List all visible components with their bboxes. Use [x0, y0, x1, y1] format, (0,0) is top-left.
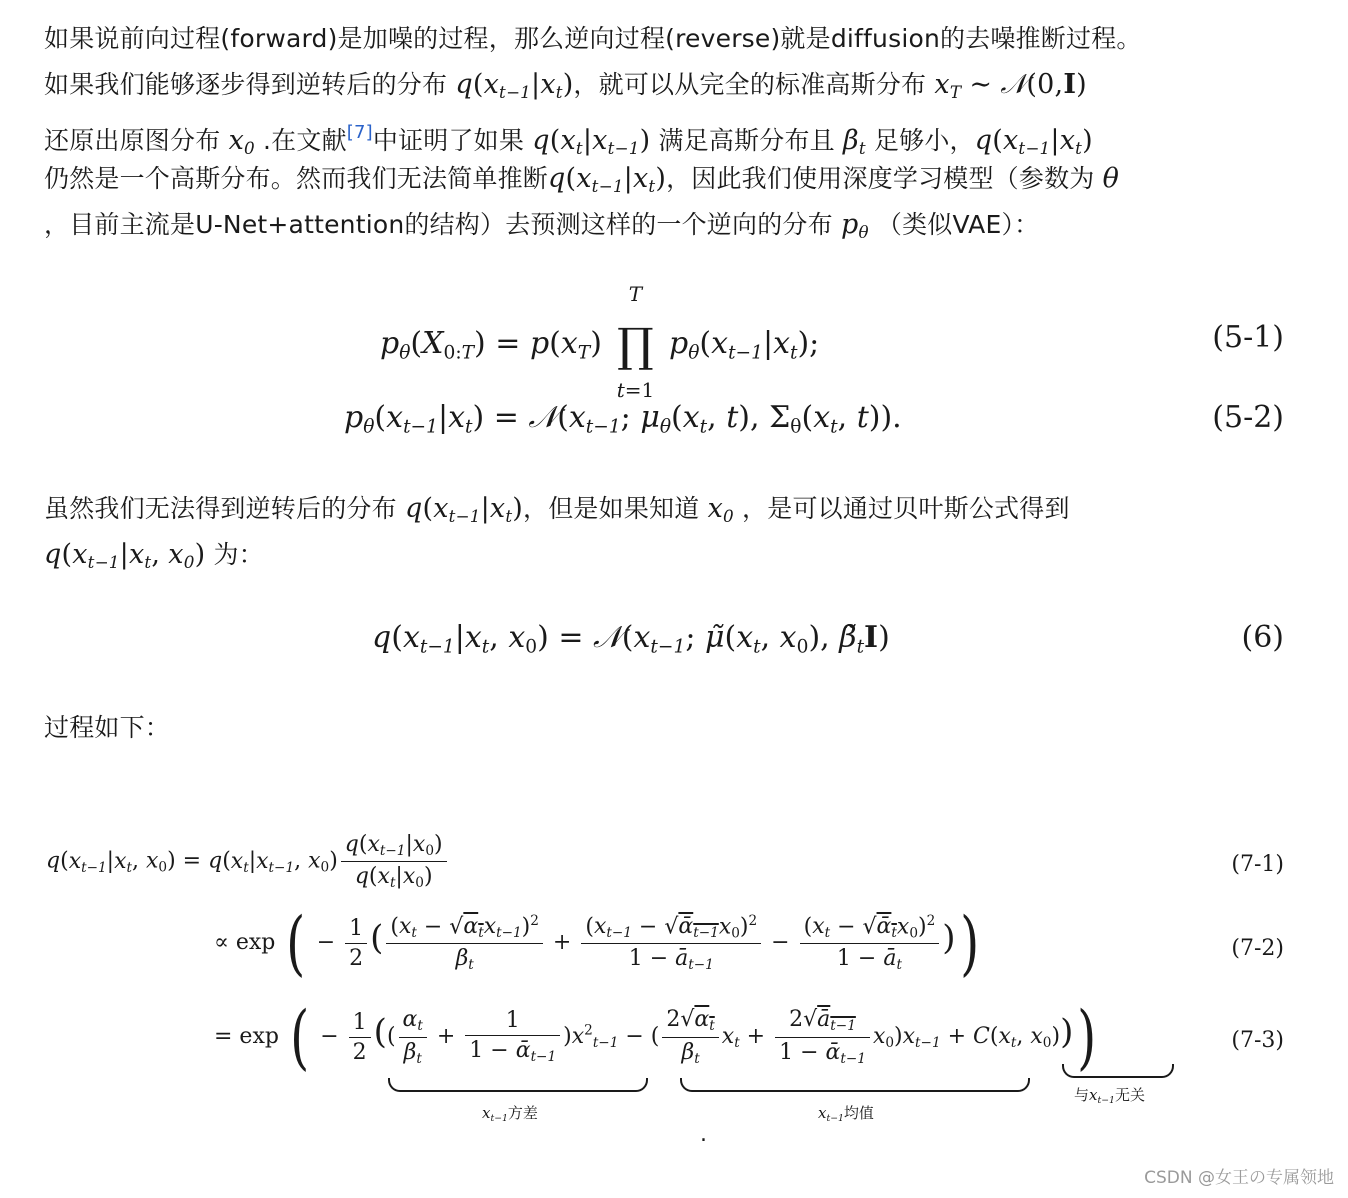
underbrace-mean	[680, 1078, 1030, 1092]
brace-label-mean: $x_{t-1}$均值	[818, 1104, 874, 1124]
paragraph-line	[44, 705, 170, 751]
text: 如果说前向过程(forward)是加噪的过程，那么逆向过程(reverse)就是diffusion的去噪推断过程。	[44, 24, 1142, 53]
text: ，就可以从完全的标准高斯分布	[573, 70, 927, 99]
watermark: CSDN @女王の专属领地	[1144, 1168, 1334, 1188]
paragraph-line: $q(x_{t-1}|x_t$, $x_0$) 为：	[44, 539, 264, 573]
underbrace-constant	[1062, 1064, 1174, 1078]
text: 过程如下：	[44, 713, 171, 742]
text: ，目前主流是U-Net+attention的结构）去预测这样的一个逆向的分布	[44, 210, 833, 239]
underbrace-variance	[388, 1078, 648, 1092]
equation-7-1: $q(x_{t-1}|x_t$, $x_0) = q(x_t|x_{t-1}$, $x_0$) $\frac{q(x_{t-1}|x_0)}{q(x_t|x_0)}$	[46, 832, 450, 891]
text: .在文献	[263, 125, 347, 155]
math-inline: q	[532, 124, 550, 156]
math-inline: q	[548, 163, 566, 194]
text: （类似VAE）：	[876, 210, 1040, 239]
text: ，是可以通过贝叶斯公式得到	[742, 494, 1070, 523]
equation-7-3: = exp ( − $\frac{1}{2}$ (( $\frac{\alpha_t}{\beta_t}$ + $\frac{1}{1 - ᾱ_{t-1}}$ )$x^2_{t-1}$ − ( $\frac{2√\alpha_t}{\beta_t}$ $x_t$ + $\frac{2√ā_{t-1}}{1 - ᾱ_{t-1}}$ $x_0)x_{t-1} + C(x_t$, $x_0$)))	[214, 996, 1097, 1078]
math-inline: q	[455, 69, 473, 100]
math-inline: $\beta_t$	[843, 124, 866, 158]
math-inline: $x_T$	[934, 69, 962, 103]
text: 足够小，	[873, 125, 975, 155]
paragraph-line	[44, 202, 1039, 255]
equation-5-1: $p_\theta(X_{0:T}) = p(x_T)$ T ∏ t=1 $p_\theta(x_{t-1}|x_t)$;	[380, 282, 820, 402]
equation-6: $q(x_{t-1}|x_t$, $x_0$) = $𝒩(x_{t-1}$; $\mũ(x_t$, $x_0$), $\betã_tI$)	[372, 620, 890, 658]
paragraph-line: 还原出原图分布 $x_0$ .在文献[7]中证明了如果 $q(x_t|x_{t-1})$ 满足高斯分布且 $\beta_t$ 足够小，$q(x_{t-1}|x_t)$	[44, 122, 1093, 158]
equation-number: (7-3)	[1231, 1028, 1284, 1053]
text: 如果我们能够逐步得到逆转后的分布	[44, 70, 448, 99]
math-inline: $p_\theta$	[840, 209, 869, 243]
paragraph-line: 虽然我们无法得到逆转后的分布 $q(x_{t-1}|x_t)$，但是如果知道 $x_0$ ，是可以通过贝叶斯公式得到	[44, 493, 1070, 527]
equation-7-2: ∝ exp ( − $\frac{1}{2}$ ( $\frac{(x_t - √\alpha_tx_{t-1})^2}{\beta_t}$ + $\frac{(x_{t-1} - √ᾱ_{t-1}x_0)^2}{1 - ā_{t-1}}$ − $\frac{(x_t - √ᾱ_tx_0)^2}{1 - ā_t}$ ))	[214, 902, 979, 984]
text: 中证明了如果	[372, 125, 525, 155]
text: 还原出原图分布	[44, 125, 221, 155]
text: ，但是如果知道	[523, 494, 700, 523]
math-inline: $x_0$	[228, 124, 255, 158]
text: ，因此我们使用深度学习模型（参数为	[666, 164, 1095, 193]
math-inline: q	[404, 493, 423, 524]
paragraph-line: 如果我们能够逐步得到逆转后的分布 $q(x_{t-1}|x_t)$，就可以从完全的标准高斯分布 $x_T$ ∼ 𝒩(0,I)	[44, 69, 1087, 103]
text: 满足高斯分布且	[658, 125, 835, 155]
text: 为：	[213, 540, 264, 569]
citation-link[interactable]: [7]	[346, 122, 373, 143]
text: 仍然是一个高斯分布。然而我们无法简单推断	[44, 164, 549, 193]
brace-label-variance: $x_{t-1}$方差	[482, 1104, 538, 1124]
equation-number: (7-1)	[1231, 852, 1284, 877]
math-inline: $x_0$	[707, 493, 734, 527]
math-inline: θ	[1102, 163, 1120, 194]
paragraph-line: 仍然是一个高斯分布。然而我们无法简单推断$q(x_{t-1}|x_t)$，因此我们使用深度学习模型（参数为 θ	[44, 163, 1120, 197]
equation-number: (7-2)	[1231, 936, 1284, 961]
equation-number: (5-2)	[1212, 400, 1284, 435]
text: 虽然我们无法得到逆转后的分布	[44, 494, 397, 523]
equation-5-2: $p_\theta(x_{t-1}|x_t)$ = $𝒩(x_{t-1}$; $\mu_\theta(x_t$, t), $\Sigma_\theta(x_t$, t)).	[344, 400, 902, 438]
paragraph-line	[44, 16, 1142, 62]
brace-label-constant: 与$x_{t-1}$无关	[1074, 1086, 1145, 1106]
math-inline: q	[44, 539, 62, 570]
equation-number: (6)	[1241, 620, 1284, 655]
equation-number: (5-1)	[1212, 320, 1284, 355]
trailing-dot: .	[700, 1122, 707, 1147]
math-inline: q	[974, 124, 993, 156]
